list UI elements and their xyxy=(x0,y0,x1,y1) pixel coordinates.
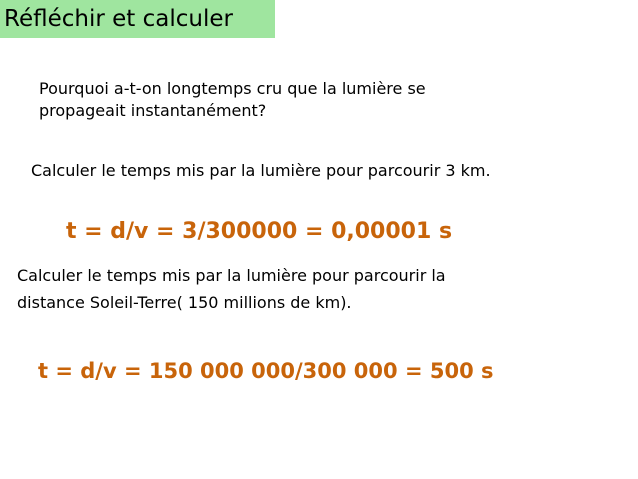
question-line-2: propageait instantanément? xyxy=(39,101,267,120)
task-2-answer: t = d/v = 150 000 000/300 000 = 500 s xyxy=(38,359,494,383)
task-2-line-2: distance Soleil-Terre( 150 millions de km). xyxy=(17,293,352,312)
task-2-line-1: Calculer le temps mis par la lumière pour parcourir la xyxy=(17,266,446,285)
task-1-answer: t = d/v = 3/300000 = 0,00001 s xyxy=(66,219,453,244)
title-banner xyxy=(0,0,275,38)
question-line-1: Pourquoi a-t-on longtemps cru que la lumière se xyxy=(39,79,426,98)
page-title: Réfléchir et calculer xyxy=(4,6,233,32)
task-1-text: Calculer le temps mis par la lumière pour parcourir 3 km. xyxy=(31,161,491,180)
